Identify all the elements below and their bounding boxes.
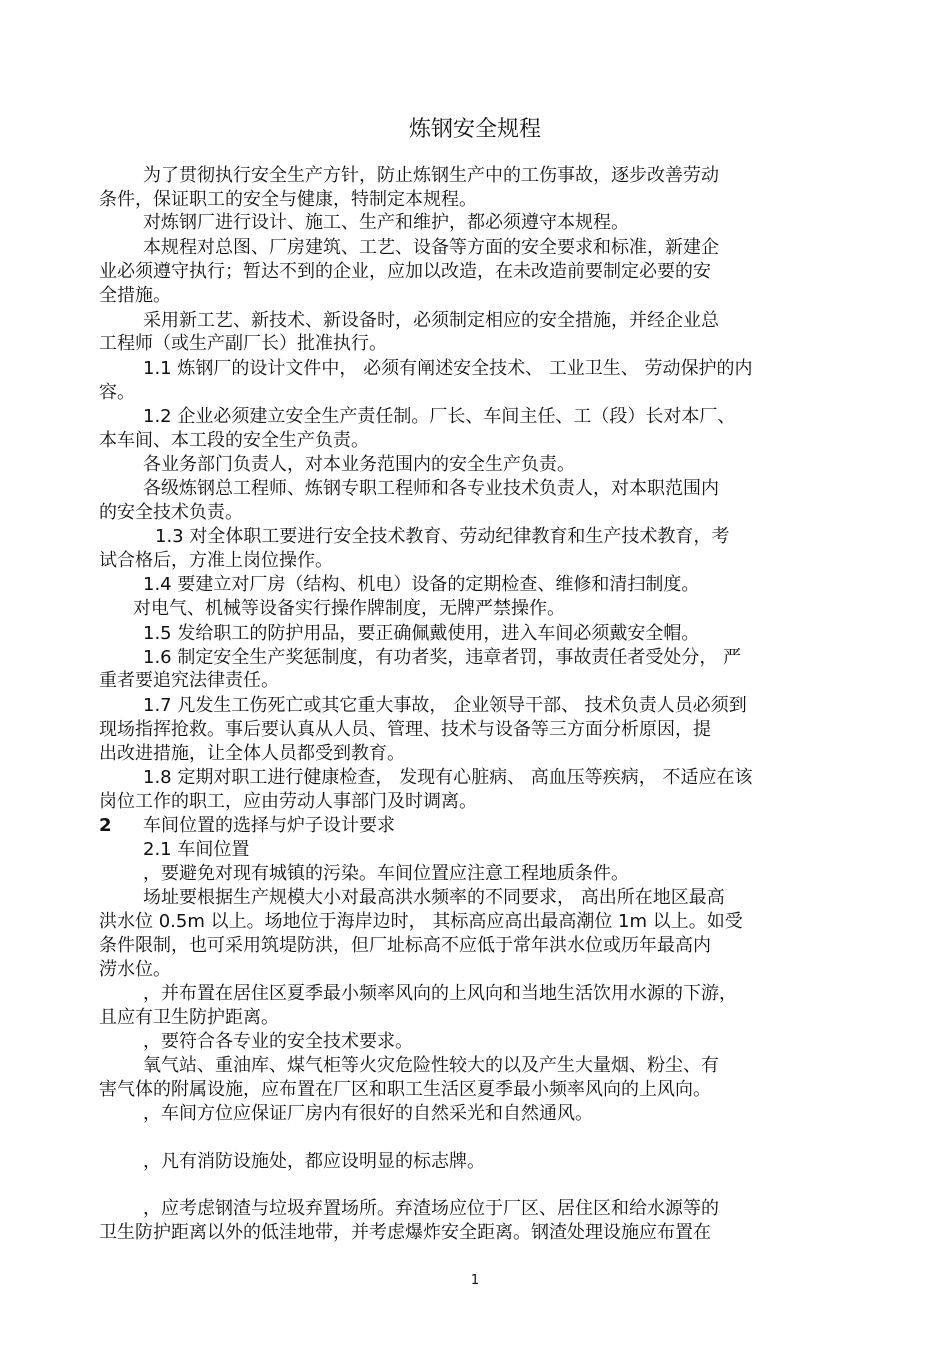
text-line: 1.7 凡发生工伤死亡或其它重大事故， 企业领导干部、 技术负责人员必须到 xyxy=(143,695,747,716)
document-title: 炼钢安全规程 xyxy=(408,117,541,142)
text-line: 涝水位。 xyxy=(99,959,171,980)
text-line: 2.1 车间位置 xyxy=(143,839,250,860)
text-line: 重者要追究法律责任。 xyxy=(99,670,279,691)
text-line: 本规程对总图、厂房建筑、工艺、设备等方面的安全要求和标准，新建企 xyxy=(143,237,719,258)
text-line: 1.4 要建立对厂房（结构、机电）设备的定期检查、维修和清扫制度。 xyxy=(143,574,700,595)
text-line: ，凡有消防设施处，都应设明显的标志牌。 xyxy=(143,1151,485,1172)
text-line: 条件，保证职工的安全与健康，特制定本规程。 xyxy=(99,189,477,210)
text-line: 全措施。 xyxy=(99,285,171,306)
text-line: 采用新工艺、新技术、新设备时，必须制定相应的安全措施，并经企业总 xyxy=(143,310,719,331)
text-line: 场址要根据生产规模大小对最高洪水频率的不同要求， 高出所在地区最高 xyxy=(143,887,725,908)
text-line: 害气体的附属设施，应布置在厂区和职工生活区夏季最小频率风向的上风向。 xyxy=(99,1079,711,1100)
text-line: 1.8 定期对职工进行健康检查， 发现有心脏病、 高血压等疾病， 不适应在该 xyxy=(143,767,753,788)
text-line: ，要避免对现有城镇的污染。车间位置应注意工程地质条件。 xyxy=(143,863,629,884)
text-line: 对炼钢厂进行设计、施工、生产和维护，都必须遵守本规程。 xyxy=(143,212,629,233)
text-line: 1.1 炼钢厂的设计文件中， 必须有阐述安全技术、 工业卫生、 劳动保护的内 xyxy=(143,358,753,379)
text-line: 1.6 制定安全生产奖惩制度，有功者奖，违章者罚，事故责任者受处分， 严 xyxy=(143,647,742,668)
text-line: 为了贯彻执行安全生产方针，防止炼钢生产中的工伤事故，逐步改善劳动 xyxy=(143,165,719,186)
text-line: 试合格后，方准上岗位操作。 xyxy=(99,550,333,571)
text-line: 对电气、机械等设备实行操作牌制度，无牌严禁操作。 xyxy=(133,598,565,619)
text-line: 容。 xyxy=(99,382,135,403)
text-line: ，应考虑钢渣与垃圾弃置场所。弃渣场应位于厂区、居住区和给水源等的 xyxy=(143,1198,719,1219)
text-line: 1.3 对全体职工要进行安全技术教育、劳动纪律教育和生产技术教育，考 xyxy=(155,526,730,547)
text-line: 岗位工作的职工，应由劳动人事部门及时调离。 xyxy=(99,791,477,812)
text-line: 各业务部门负责人，对本业务范围内的安全生产负责。 xyxy=(143,454,575,475)
section-number: 2 xyxy=(99,815,112,836)
text-line: 出改进措施，让全体人员都受到教育。 xyxy=(99,743,405,764)
text-line: ，要符合各专业的安全技术要求。 xyxy=(143,1031,413,1052)
text-line: 卫生防护距离以外的低洼地带，并考虑爆炸安全距离。钢渣处理设施应布置在 xyxy=(99,1222,711,1243)
text-line: 的安全技术负责。 xyxy=(99,502,243,523)
text-line: 1.2 企业必须建立安全生产责任制。厂长、车间主任、工（段）长对本厂、 xyxy=(143,406,736,427)
text-line: 洪水位 0.5m 以上。场地位于海岸边时， 其标高应高出最高潮位 1m 以上。如受 xyxy=(99,911,743,932)
text-line: 本车间、本工段的安全生产负责。 xyxy=(99,430,369,451)
text-line: 现场指挥抢救。事后要认真从人员、管理、技术与设备等三方面分析原因，提 xyxy=(99,719,711,740)
page-number: 1 xyxy=(470,1273,480,1288)
text-line: 工程师（或生产副厂长）批准执行。 xyxy=(99,333,387,354)
text-line: 且应有卫生防护距离。 xyxy=(99,1007,279,1028)
text-line: ，车间方位应保证厂房内有很好的自然采光和自然通风。 xyxy=(143,1103,593,1124)
section-heading: 车间位置的选择与炉子设计要求 xyxy=(143,815,395,836)
text-line: 业必须遵守执行；暂达不到的企业，应加以改造，在未改造前要制定必要的安 xyxy=(99,261,711,282)
text-line: 1.5 发给职工的防护用品，要正确佩戴使用，进入车间必须戴安全帽。 xyxy=(143,623,700,644)
text-line: 条件限制，也可采用筑堤防洪，但厂址标高不应低于常年洪水位或历年最高内 xyxy=(99,935,711,956)
text-line: 各级炼钢总工程师、炼钢专职工程师和各专业技术负责人，对本职范围内 xyxy=(143,478,719,499)
text-line: 氧气站、重油库、煤气柜等火灾危险性较大的以及产生大量烟、粉尘、有 xyxy=(143,1055,719,1076)
text-line: ，并布置在居住区夏季最小频率风向的上风向和当地生活饮用水源的下游， xyxy=(143,983,737,1004)
